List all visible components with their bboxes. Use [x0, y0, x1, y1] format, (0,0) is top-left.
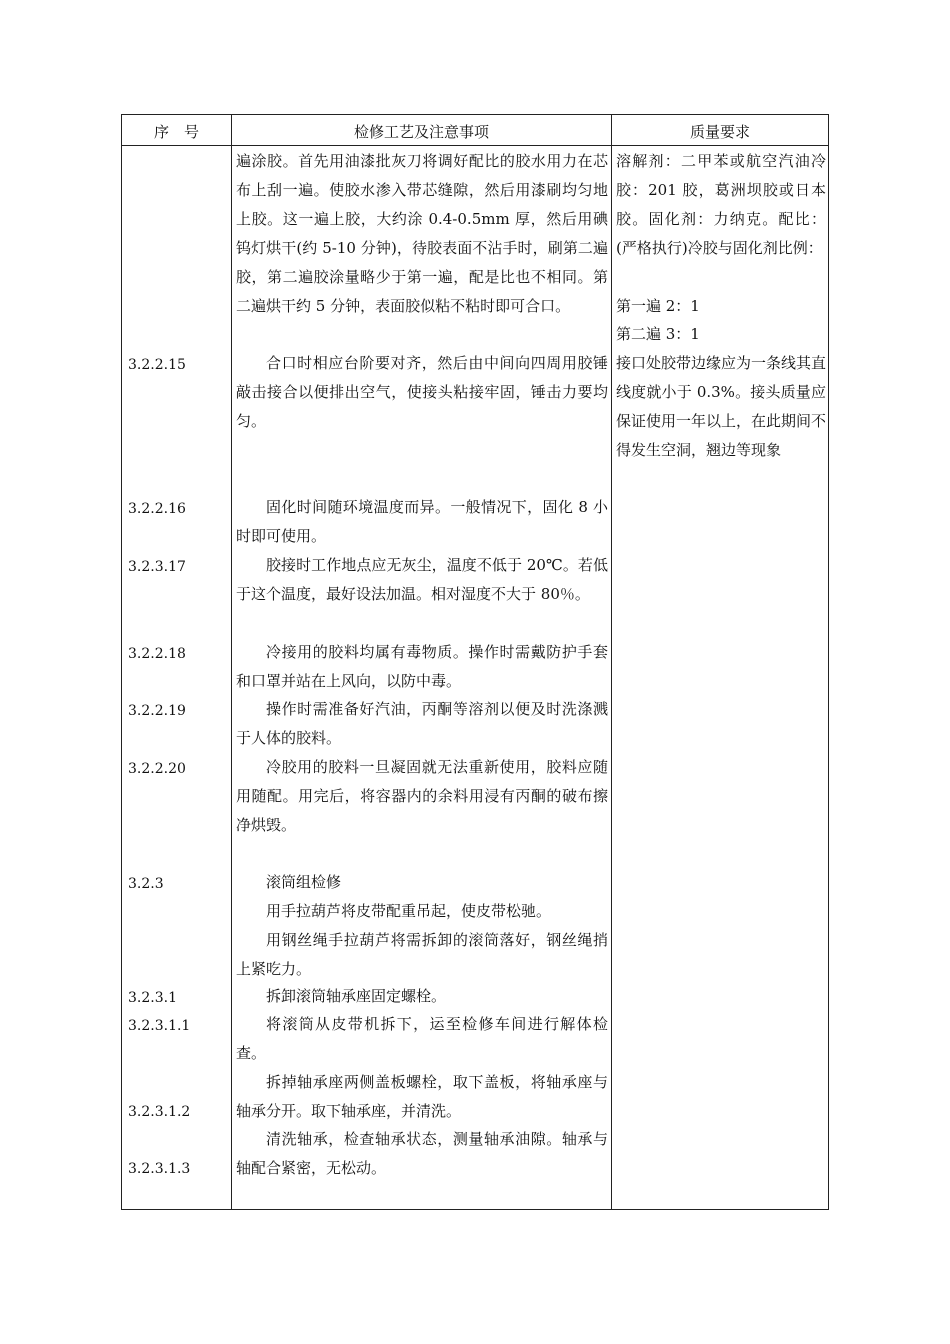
process-text: 拆卸滚筒轴承座固定螺栓。: [266, 987, 447, 1005]
column-divider: [611, 115, 612, 1209]
process-text: 清洗轴承，检查轴承状态，测量轴承油隙。轴承与轴配合紧密，无松动。: [236, 1130, 608, 1177]
row-number: 3.2.2.19: [128, 703, 186, 719]
process-text: 遍涂胶。首先用油漆批灰刀将调好配比的胶水用力在芯布上刮一遍。使胶水渗入带芯缝隙，然后用漆刷均匀地上胶。这一遍上胶，大约涂 0.4-0.5mm 厚，然后用碘钨灯烘干(约 5-10 分钟)，待胶表面不沾手时，刷第二遍胶，第二遍胶涂量略少于第一遍，配是比也不相同。第二遍烘干约 5 分钟，表面胶似粘不粘时即可合口。: [236, 152, 608, 315]
quality-text: 溶解剂：二甲苯或航空汽油冷胶：201 胶，葛洲坝胶或日本胶。固化剂：力纳克。配比：(严格执行)冷胶与固化剂比例：: [616, 152, 826, 257]
quality-text: 第一遍 2：1: [616, 297, 700, 315]
row-number: 3.2.2.18: [128, 646, 186, 662]
process-text: 冷胶用的胶料一旦凝固就无法重新使用，胶料应随用随配。用完后，将容器内的余料用浸有丙酮的破布擦净烘毁。: [236, 758, 608, 834]
row-number: 3.2.3.17: [128, 559, 186, 575]
quality-text: 第二遍 3：1: [616, 325, 700, 343]
process-text: 用钢丝绳手拉葫芦将需拆卸的滚筒落好，钢丝绳捎上紧吃力。: [236, 931, 608, 978]
process-text: 拆掉轴承座两侧盖板螺栓，取下盖板，将轴承座与轴承分开。取下轴承座，并清洗。: [236, 1073, 608, 1120]
process-text: 合口时相应台阶要对齐，然后由中间向四周用胶锤敲击接合以便排出空气，使接头粘接牢固，锤击力要均匀。: [236, 354, 608, 430]
row-number: 3.2.3.1.2: [128, 1104, 191, 1120]
section-title: 滚筒组检修: [266, 873, 342, 891]
process-text: 操作时需准备好汽油，丙酮等溶剂以便及时洗涤溅于人体的胶料。: [236, 700, 608, 747]
header-process: 检修工艺及注意事项: [353, 123, 489, 141]
row-number: 3.2.3: [128, 876, 164, 892]
row-number: 3.2.3.1.3: [128, 1161, 191, 1177]
header-divider: [122, 145, 828, 146]
row-number: 3.2.3.1.1: [128, 1018, 191, 1034]
maintenance-table: [121, 114, 829, 1210]
header-quality: 质量要求: [689, 123, 750, 141]
process-text: 固化时间随环境温度而异。一般情况下，固化 8 小时即可使用。: [236, 498, 608, 545]
header-seq: 序 号: [153, 123, 199, 141]
process-text: 冷接用的胶料均属有毒物质。操作时需戴防护手套和口罩并站在上风向，以防中毒。: [236, 643, 608, 690]
column-divider: [231, 115, 232, 1209]
row-number: 3.2.3.1: [128, 990, 177, 1006]
process-text: 将滚筒从皮带机拆下，运至检修车间进行解体检查。: [236, 1015, 608, 1062]
row-number: 3.2.2.15: [128, 357, 186, 373]
process-text: 用手拉葫芦将皮带配重吊起，使皮带松驰。: [266, 902, 552, 920]
row-number: 3.2.2.16: [128, 501, 186, 517]
quality-text: 接口处胶带边缘应为一条线其直线度就小于 0.3%。接头质量应保证使用一年以上，在此期间不得发生空洞，翘边等现象: [616, 354, 827, 459]
process-text: 胶接时工作地点应无灰尘，温度不低于 20℃。若低于这个温度，最好设法加温。相对湿度不大于 80％。: [236, 556, 608, 603]
row-number: 3.2.2.20: [128, 761, 186, 777]
